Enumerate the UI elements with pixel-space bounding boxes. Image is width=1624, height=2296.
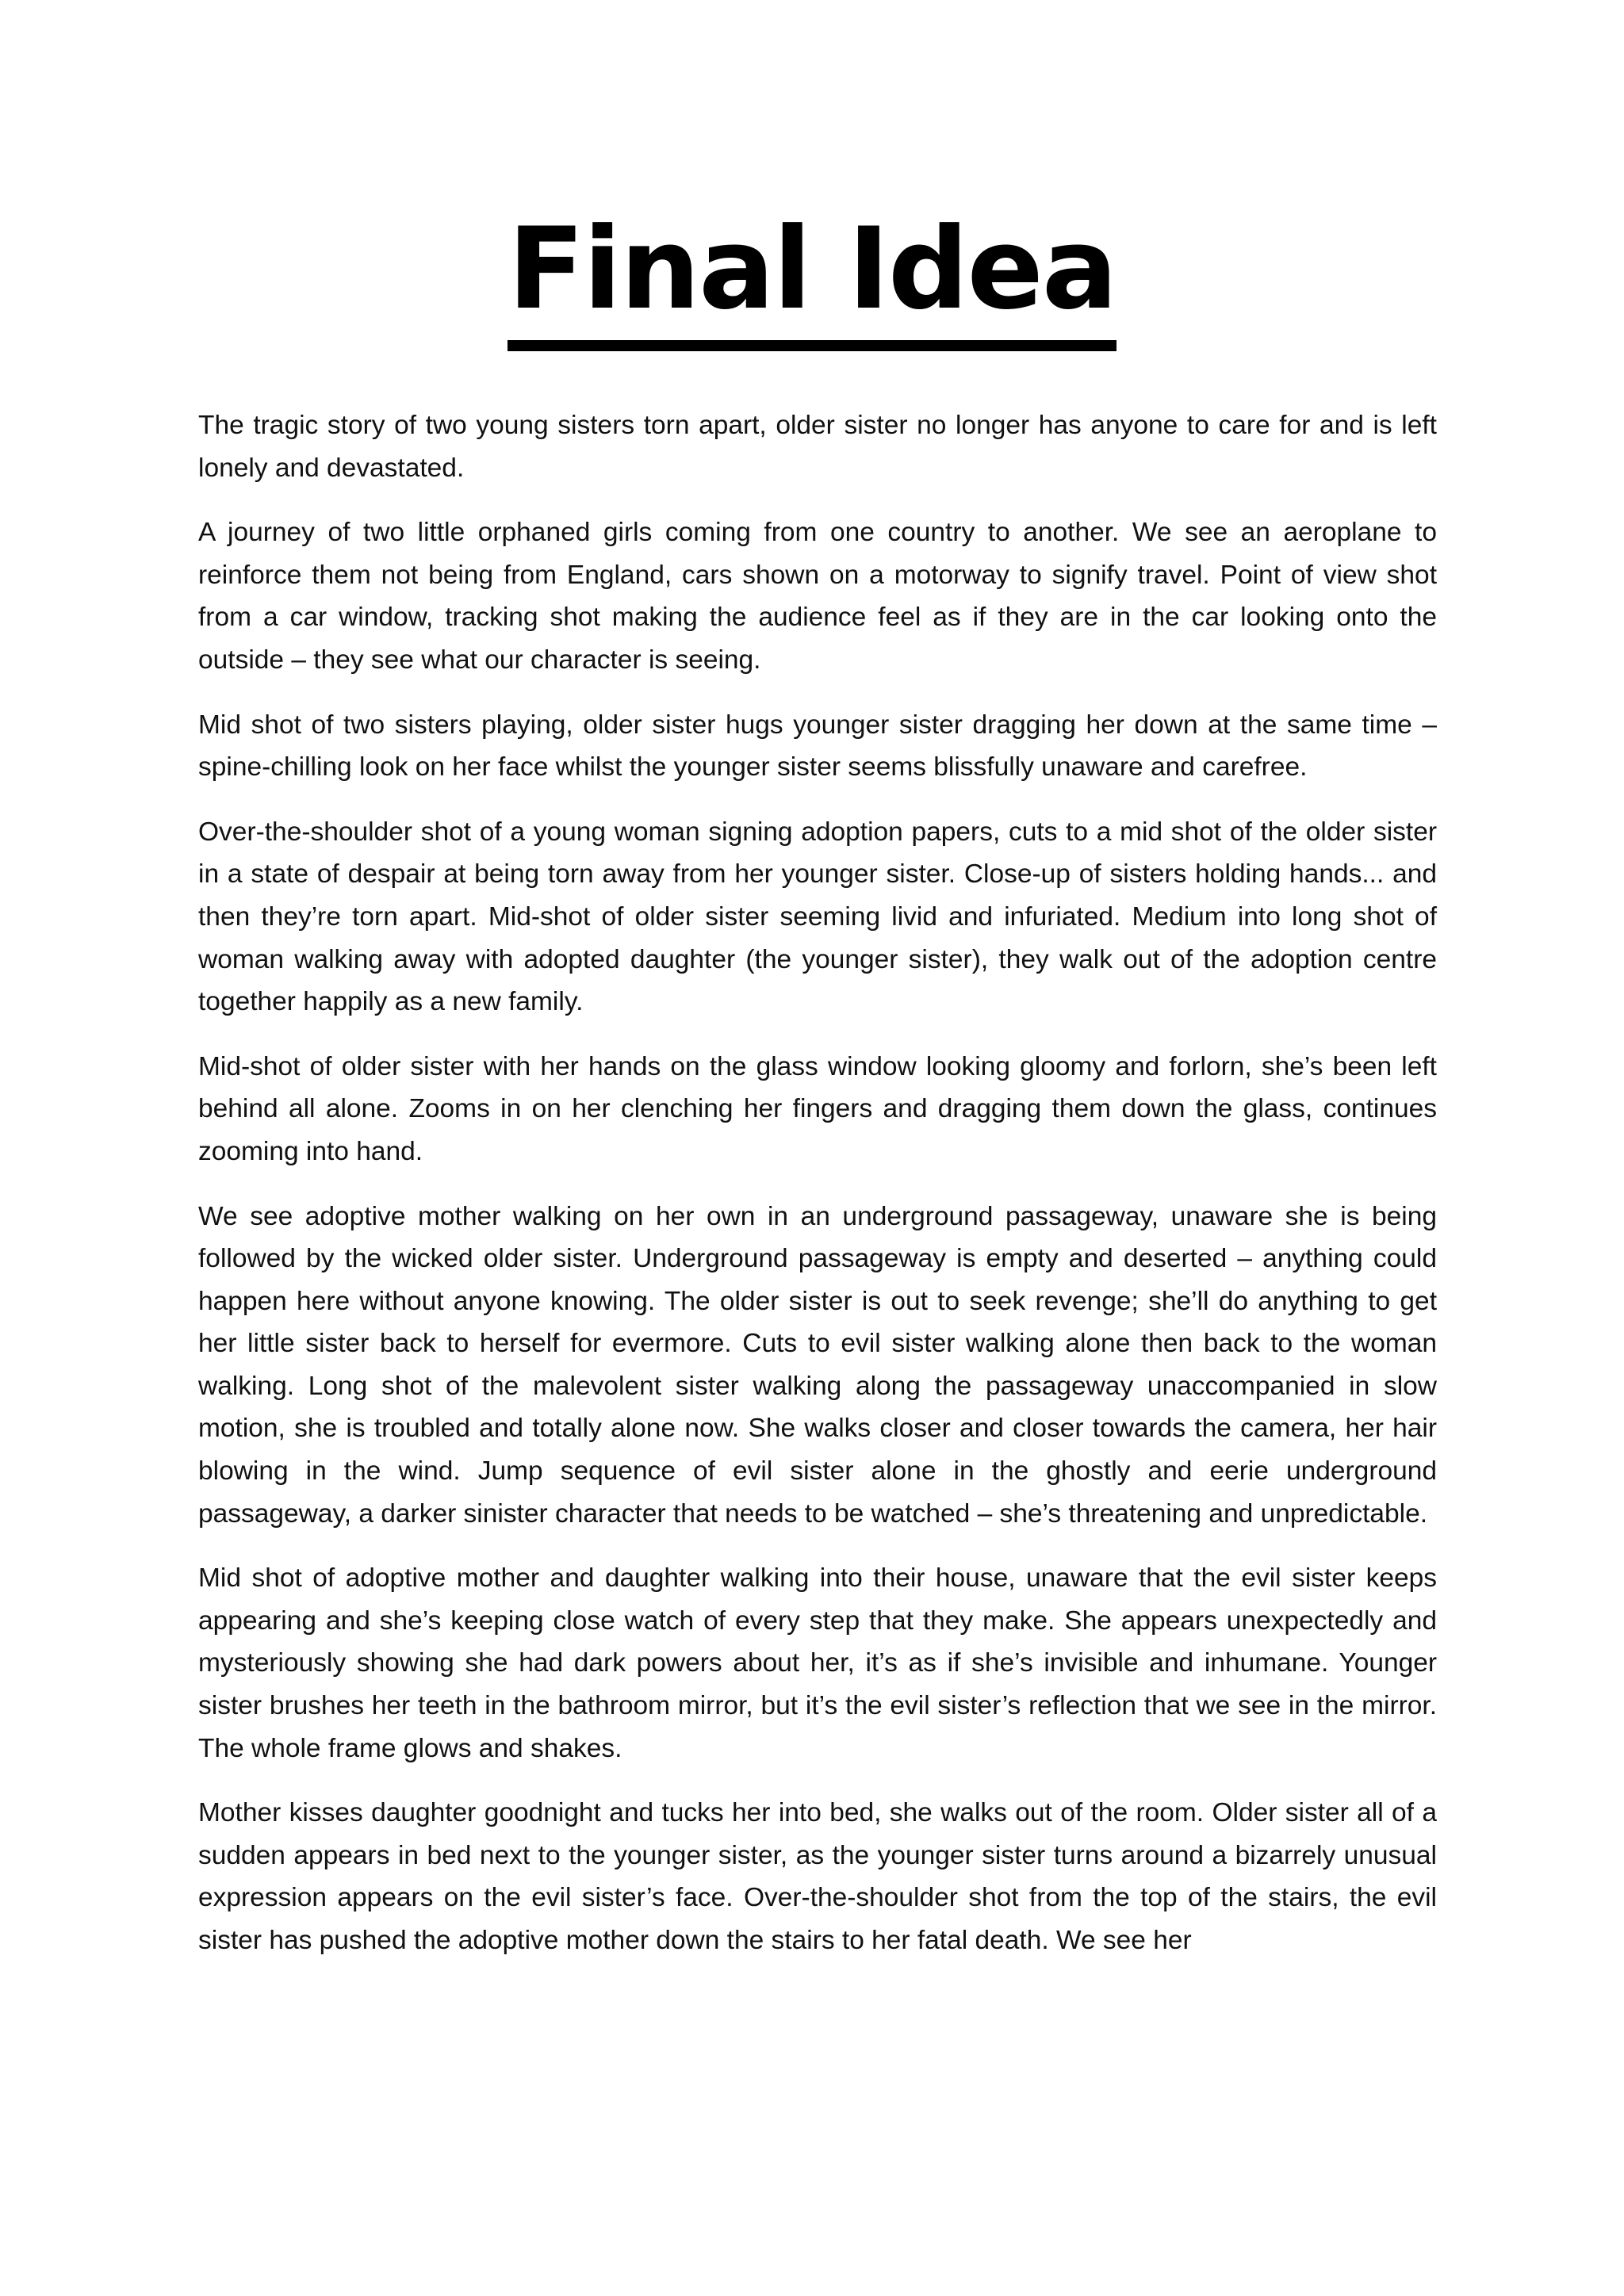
paragraph-1: The tragic story of two young sisters torn apart, older sister no longer has anyone to care for and is left lonely and devastated. bbox=[198, 411, 1437, 483]
paragraph-5: Mid-shot of older sister with her hands on the glass window looking gloomy and forlorn, she’s been left behind all alone. Zooms in on her clenching her fingers and dragging them down the glass, continues zooming into hand. bbox=[198, 1051, 1437, 1166]
paragraph-4: Over-the-shoulder shot of a young woman signing adoption papers, cuts to a mid shot of the older sister in a state of despair at being torn away from her younger sister. Close-up of sisters holding hands... and then they’re torn apart. Mid-shot of older sister seeming livid and infuriated. Medium into long shot of woman walking away with adopted daughter (the younger sister), they walk out of the adoption centre together happily as a new family. bbox=[198, 817, 1437, 1017]
paragraph-3: Mid shot of two sisters playing, older sister hugs younger sister dragging her down at the same time – spine-chilling look on her face whilst the younger sister seems blissfully unaware and carefree. bbox=[198, 710, 1437, 783]
page-title bbox=[0, 202, 1624, 351]
paragraph-2: A journey of two little orphaned girls coming from one country to another. We see an aeroplane to reinforce them not being from England, cars shown on a motorway to signify travel. Point of view shot from a car window, tracking shot making the audience feel as if they are in the car looking onto the outside – they see what our character is seeing. bbox=[198, 518, 1437, 675]
paragraph-6: We see adoptive mother walking on her own in an underground passageway, unaware she is being followed by the wicked older sister. Underground passageway is empty and deserted – anything could happen here without anyone knowing. The older sister is out to seek revenge; she’ll do anything to get her little sister back to herself for evermore. Cuts to evil sister walking alone then back to the woman walking. Long shot of the malevolent sister walking along the passageway unaccompanied in slow motion, she is troubled and totally alone now. She walks closer and closer towards the camera, her hair blowing in the wind. Jump sequence of evil sister alone in the ghostly and eerie underground passageway, a darker sinister character that needs to be watched – she’s threatening and unpredictable. bbox=[198, 1201, 1437, 1529]
document-body bbox=[198, 404, 1437, 1984]
paragraph-7: Mid shot of adoptive mother and daughter walking into their house, unaware that the evil sister keeps appearing and she’s keeping close watch of every step that they make. She appears unexpectedly and mysteriously showing she had dark powers about her, it’s as if she’s invisible and inhumane. Younger sister brushes her teeth in the bathroom mirror, but it’s the evil sister’s reflection that we see in the mirror. The whole frame glows and shakes. bbox=[198, 1563, 1437, 1763]
paragraph-8: Mother kisses daughter goodnight and tucks her into bed, she walks out of the room. Older sister all of a sudden appears in bed next to the younger sister, as the younger sister turns around a bizarrely unusual expression appears on the evil sister’s face. Over-the-shoulder shot from the top of the stairs, the evil sister has pushed the adoptive mother down the stairs to her fatal death. We see her bbox=[198, 1798, 1437, 1955]
page-title-text: Final Idea bbox=[508, 202, 1116, 351]
